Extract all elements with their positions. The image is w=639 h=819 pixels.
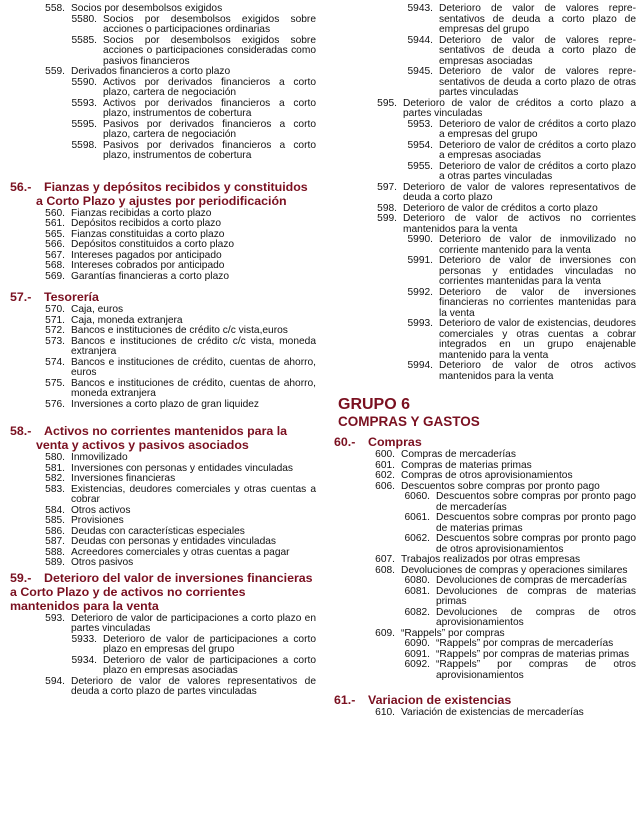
account-row [318, 708, 636, 719]
account-code: 5585. [71, 34, 97, 46]
account-description: Deterioro de valor de participaciones a corto plazo en partes vinculadas [71, 612, 316, 634]
account-code: 565. [45, 228, 65, 240]
account-code: 584. [45, 504, 65, 516]
account-description: Intereses cobrados por anticipado [71, 260, 225, 271]
account-description: Deudas con personas y entidades vinculadas [71, 536, 277, 547]
account-code: 5954. [407, 139, 433, 151]
group-subtitle: COMPRAS Y GASTOS [338, 414, 480, 429]
account-code: 6080. [404, 575, 430, 586]
account-row [0, 516, 316, 527]
account-description: Deterioro de valor de otros activos mantenidos para la venta [439, 360, 636, 382]
account-row [0, 120, 316, 141]
account-description: Socios por desembolsos exigidos sobre acciones o participaciones ordinarias [103, 13, 316, 35]
account-code: 5933. [71, 633, 97, 645]
account-row [318, 288, 636, 320]
account-code: 581. [45, 462, 65, 474]
account-row [318, 576, 636, 587]
account-row [318, 534, 636, 555]
account-description: Deterioro de valor de créditos a corto plazo a empresas asociadas [439, 139, 636, 161]
account-code: 5580. [71, 13, 97, 25]
account-description: Deterioro de valor de existencias, deudores comerciales y otras cuentas a cobrar integrados en un grupo enajenable mantenido para la venta [439, 318, 636, 361]
account-description: Trabajos realizados por otras empresas [401, 554, 581, 565]
account-code: 6091. [404, 648, 430, 660]
account-code: 6090. [404, 638, 430, 649]
account-description: Garantías financieras a corto plazo [71, 270, 229, 282]
account-code: 5955. [407, 160, 433, 172]
account-description: Deterioro de valor de valores representativos de deuda a corto plazo de empresas del grupo [439, 3, 636, 35]
account-description: Inversiones financieras [71, 473, 176, 484]
account-description: Inversiones a corto plazo de gran liquidez [71, 398, 260, 410]
account-code: 608. [375, 564, 395, 576]
account-row [318, 587, 636, 608]
account-code: 572. [45, 325, 65, 336]
account-code: 5992. [407, 286, 433, 298]
account-code: 595. [377, 97, 397, 109]
account-row [318, 183, 636, 204]
account-code: 607. [375, 554, 395, 565]
account-code: 600. [375, 449, 395, 460]
account-description: Inmovilizado [71, 452, 128, 463]
account-description: Deudas con características especiales [71, 525, 245, 537]
left-column [0, 4, 316, 698]
account-row [318, 639, 636, 650]
account-description: Otros activos [71, 504, 131, 516]
account-row [0, 326, 316, 337]
account-code: 576. [45, 398, 65, 410]
account-row [0, 261, 316, 272]
account-row [318, 319, 636, 361]
account-code: 6061. [404, 512, 430, 523]
section-number: 57.- [10, 290, 32, 304]
account-description: Deterioro de valor de valores representativos de deuda a corto plazo de otras partes vinculadas [439, 66, 636, 98]
account-description: Deterioro de valor de participaciones a corto plazo en empresas del grupo [103, 633, 316, 655]
account-row [0, 4, 316, 15]
account-description: Caja, euros [71, 304, 124, 315]
account-code: 566. [45, 239, 65, 250]
account-row [0, 272, 316, 283]
account-code: 589. [45, 557, 65, 568]
account-code: 5994. [407, 360, 433, 371]
account-description: Pasivos por derivados financieros a corto plazo, instrumentos de cobertura [103, 139, 316, 161]
account-row [0, 537, 316, 548]
account-code: 6081. [404, 585, 430, 597]
account-description: Bancos e instituciones de crédito, cuentas de ahorro, euros [71, 356, 316, 378]
account-row [0, 614, 316, 635]
account-row [318, 513, 636, 534]
account-code: 6062. [404, 533, 430, 544]
section-title-continued: venta y activos y pasivos asociados [36, 438, 249, 452]
account-description: Deterioro de valor de inversiones financieras no corrientes mantenidas para la venta [439, 286, 636, 319]
account-code: 571. [45, 314, 65, 326]
account-row [0, 379, 316, 400]
account-description: Depósitos recibidos a corto plazo [71, 218, 222, 229]
account-description: Deterioro de valor de valores representativos de deuda a corto plazo de empresas asociadas [439, 34, 636, 67]
account-row [0, 485, 316, 506]
account-code: 567. [45, 249, 65, 261]
account-description: “Rappels” por compras de materias primas [436, 648, 630, 660]
account-row [318, 555, 636, 566]
account-code: 6060. [404, 491, 430, 502]
account-row [318, 214, 636, 235]
account-code: 569. [45, 270, 65, 282]
account-code: 568. [45, 260, 65, 271]
account-description: Devoluciones de compras de mercaderías [436, 575, 627, 586]
section-title: Deterioro del valor de inversiones financieras a Corto Plazo y de activos no corrientes mantenidos para la venta [10, 570, 313, 613]
account-code: 573. [45, 335, 65, 347]
account-code: 598. [377, 202, 397, 214]
account-description: “Rappels” por compras de mercaderías [436, 638, 614, 649]
section-number: 60.- [334, 435, 356, 449]
account-code: 5595. [71, 118, 97, 130]
account-row [0, 474, 316, 485]
account-code: 587. [45, 536, 65, 547]
account-code: 586. [45, 525, 65, 537]
group-title: GRUPO 6 [338, 396, 411, 413]
account-code: 5943. [407, 3, 433, 14]
account-row [0, 656, 316, 677]
account-row [318, 450, 636, 461]
account-code: 593. [45, 612, 65, 624]
account-description: Compras de materias primas [401, 459, 532, 471]
account-row [0, 305, 316, 316]
account-description: Bancos e instituciones de crédito c/c vista, moneda extranjera [71, 335, 316, 357]
account-row [0, 78, 316, 99]
section-title-continued: a Corto Plazo y ajustes por periodificación [36, 193, 287, 208]
account-row [318, 660, 636, 681]
account-code: 575. [45, 377, 65, 389]
section-heading [0, 290, 316, 304]
account-code: 5598. [71, 139, 97, 151]
account-description: Provisiones [71, 515, 124, 526]
account-row [0, 240, 316, 251]
account-description: Deterioro de valor de créditos a corto plazo a partes vinculadas [403, 97, 636, 119]
account-row [318, 4, 636, 36]
account-code: 599. [377, 213, 397, 224]
account-row [0, 677, 316, 698]
account-code: 574. [45, 356, 65, 368]
account-row [0, 141, 316, 162]
account-row [0, 358, 316, 379]
account-row [0, 15, 316, 36]
account-row [318, 256, 636, 288]
section-title: Tesorería [44, 290, 99, 304]
account-row [0, 36, 316, 68]
account-description: Bancos e instituciones de crédito, cuentas de ahorro, moneda extranjera [71, 377, 316, 399]
account-row [318, 141, 636, 162]
account-description: Devoluciones de compras y operaciones similares [401, 564, 628, 576]
account-description: Descuentos sobre compras por pronto pago de otros aprovisionamientos [436, 533, 636, 555]
account-row [318, 67, 636, 99]
section-title: Activos no corrientes mantenidos para la [44, 424, 288, 438]
account-code: 582. [45, 473, 65, 484]
account-description: Bancos e instituciones de crédito c/c vista,euros [71, 325, 288, 336]
account-row [0, 67, 316, 78]
account-description: Deterioro de valor de inversiones con personas y entidades vinculadas no corrientes mantenidas para la venta [439, 255, 636, 287]
account-description: Deterioro de valor de créditos a corto plazo [403, 202, 598, 214]
account-code: 560. [45, 207, 65, 219]
account-code: 602. [375, 470, 395, 481]
account-code: 5991. [407, 255, 433, 266]
section-number: 56.- [10, 179, 32, 194]
account-row [318, 235, 636, 256]
account-row [318, 361, 636, 382]
account-code: 5593. [71, 97, 97, 109]
account-code: 601. [375, 459, 395, 471]
account-description: Socios por desembolsos exigidos [71, 3, 223, 14]
section-title: Variacion de existencias [368, 693, 512, 707]
account-code: 5993. [407, 318, 433, 329]
account-code: 606. [375, 480, 395, 492]
account-description: Existencias, deudores comerciales y otras cuentas a cobrar [71, 483, 316, 505]
account-code: 558. [45, 3, 65, 14]
account-description: Compras de mercaderías [401, 449, 516, 460]
account-code: 561. [45, 218, 65, 229]
account-description: Pasivos por derivados financieros a corto plazo, cartera de negociación [103, 118, 316, 140]
section-heading [0, 180, 316, 208]
account-code: 609. [375, 627, 395, 639]
account-code: 5953. [407, 118, 433, 130]
account-description: Devoluciones de compras de materias primas [436, 585, 636, 607]
account-row [318, 162, 636, 183]
section-title: Fianzas y depósitos recibidos y constituidos [44, 179, 308, 194]
account-description: Devoluciones de compras de otros aprovisionamientos [436, 606, 636, 628]
account-code: 594. [45, 675, 65, 687]
account-description: Compras de otros aprovisionamientos [401, 470, 573, 481]
section-title: Compras [368, 435, 422, 449]
section-number: 61.- [334, 693, 356, 707]
account-row [318, 471, 636, 482]
account-description: Depósitos constituidos a corto plazo [71, 239, 235, 250]
account-code: 5990. [407, 234, 433, 245]
account-description: Deterioro de valor de valores representativos de deuda a corto plazo de partes vinculadas [71, 675, 316, 697]
account-row [0, 635, 316, 656]
section-heading [318, 693, 636, 707]
account-description: Inversiones con personas y entidades vinculadas [71, 462, 293, 474]
account-description: Otros pasivos [71, 557, 134, 568]
account-description: Descuentos sobre compras por pronto pago [401, 480, 600, 492]
account-code: 588. [45, 546, 65, 558]
account-row [0, 337, 316, 358]
section-number: 59.- [10, 570, 32, 585]
account-row [0, 558, 316, 569]
account-description: Deterioro de valor de inmovilizado no corriente mantenido para la venta [439, 234, 636, 256]
account-row [0, 400, 316, 411]
account-description: Fianzas recibidas a corto plazo [71, 207, 212, 219]
account-description: Deterioro de valor de participaciones a corto plazo en empresas asociadas [103, 654, 316, 676]
account-description: Deterioro de valor de créditos a corto plazo a otras partes vinculadas [439, 160, 636, 182]
account-code: 5590. [71, 76, 97, 88]
account-code: 5945. [407, 66, 433, 77]
account-row [0, 219, 316, 230]
account-description: Caja, moneda extranjera [71, 314, 183, 326]
account-code: 6092. [404, 659, 430, 670]
account-code: 5944. [407, 34, 433, 46]
account-description: Descuentos sobre compras por pronto pago de materias primas [436, 512, 636, 534]
section-heading [0, 571, 316, 613]
account-description: “Rappels” por compras de otros aprovisionamientos [436, 659, 636, 681]
account-code: 6082. [404, 606, 430, 618]
account-row [0, 453, 316, 464]
account-code: 585. [45, 515, 65, 526]
account-description: Deterioro de valor de créditos a corto plazo a empresas del grupo [439, 118, 636, 140]
account-description: Deterioro de valor de activos no corrientes mantenidos para la venta [403, 213, 636, 235]
section-number: 58.- [10, 424, 32, 438]
account-row [318, 492, 636, 513]
account-code: 583. [45, 483, 65, 495]
account-row [318, 99, 636, 120]
account-code: 597. [377, 181, 397, 193]
account-code: 610. [375, 707, 395, 718]
account-description: Intereses pagados por anticipado [71, 249, 222, 261]
account-description: Fianzas constituidas a corto plazo [71, 228, 225, 240]
account-row [318, 120, 636, 141]
account-description: Activos por derivados financieros a corto plazo, instrumentos de cobertura [103, 97, 316, 119]
account-row [318, 36, 636, 68]
account-row [0, 99, 316, 120]
account-description: Descuentos sobre compras por pronto pago de mercaderías [436, 491, 636, 513]
account-code: 5934. [71, 654, 97, 666]
account-code: 559. [45, 66, 65, 77]
account-description: Derivados financieros a corto plazo [71, 66, 231, 77]
section-heading [0, 424, 316, 452]
account-code: 570. [45, 304, 65, 315]
account-description: Variación de existencias de mercaderías [401, 707, 584, 718]
account-description: Socios por desembolsos exigidos sobre acciones o participaciones consideradas como pasivos financieros [103, 34, 316, 67]
account-description: “Rappels” por compras [401, 627, 505, 639]
account-description: Activos por derivados financieros a corto plazo, cartera de negociación [103, 76, 316, 98]
account-description: Acreedores comerciales y otras cuentas a pagar [71, 546, 290, 558]
section-heading [318, 435, 636, 449]
account-row [318, 608, 636, 629]
right-column [318, 4, 636, 719]
account-description: Deterioro de valor de valores representativos de deuda a corto plazo [403, 181, 636, 203]
account-code: 580. [45, 452, 65, 463]
